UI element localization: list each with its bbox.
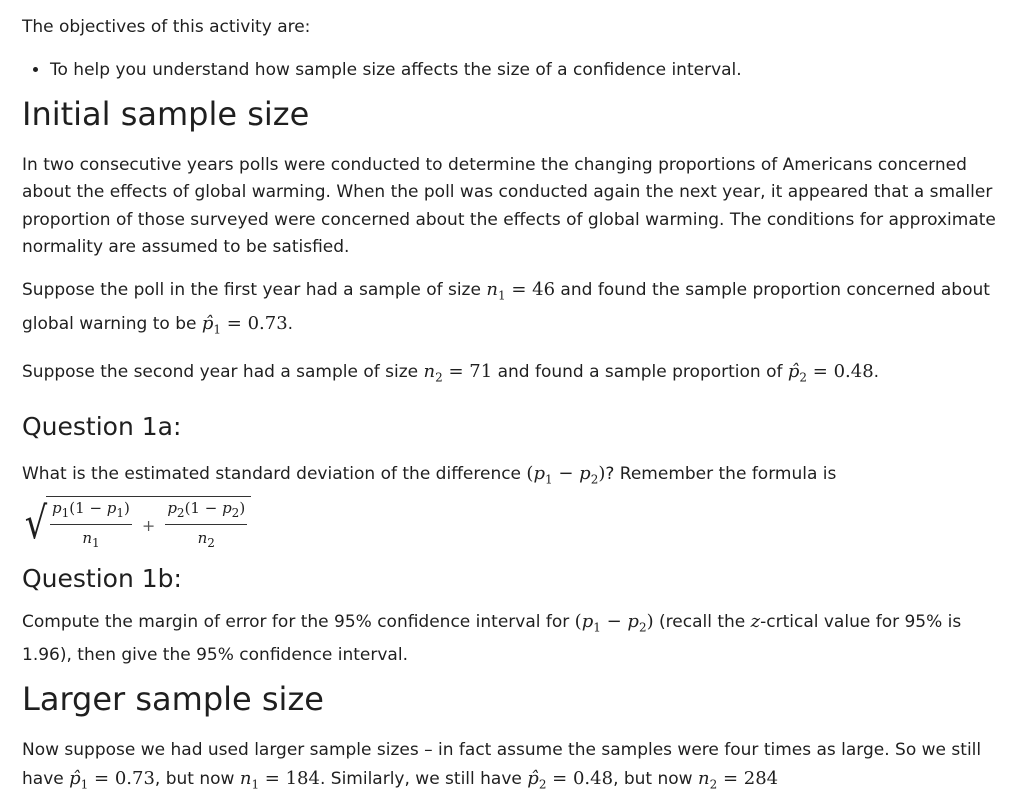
second-year-paragraph: Suppose the second year had a sample of size $n_2 = 71$ and found a sample proportion of $p̂_2 = 0.48$. [22,360,880,385]
larger-sample-size-heading: Larger sample size [22,680,324,719]
objective-item: • To help you understand how sample size affects the size of a confidence interval. [50,56,1002,84]
question-1b-heading: Question 1b: [22,563,182,593]
p1hat-value: 0.73 [247,312,288,334]
question-1b-text: Compute the margin of error for the 95% confidence interval for $(p_1 - p_2)$ (recall the z-crtical value for 95% is 1.96), then give the 95% confidence interval. [22,610,962,665]
question-1a-text: What is the estimated standard deviation of the difference $(p_1 - p_2)$? Remember the formula is [22,462,837,487]
question-1a-heading: Question 1a: [22,411,182,441]
objectives-list [22,56,1002,84]
larger-sample-paragraph: Now suppose we had used larger sample sizes – in fact assume the samples were four times as large. So we still have $p̂_1 = 0.73$, but now $n_1 = 184$. Similarly, we still have $p̂_2 = 0.48$, but now $n_2 = 284$ [22,740,982,792]
first-year-paragraph: Suppose the poll in the first year had a sample of size $n_1 = 46$ and found the sample proportion concerned about global warning to be $p̂_1 = 0.73$. [22,278,990,337]
p2hat-value: 0.48 [833,360,874,382]
initial-sample-size-heading: Initial sample size [22,94,310,133]
context-paragraph: In two consecutive years polls were conducted to determine the changing proportions of Americans concerned about the effects of global warming. When the poll was conducted again the next year, it appeared that a smaller proportion of those surveyed were concerned about the effects of global warming. The conditions for approximate normality are assumed to be satisfied. [22,154,996,257]
sqrt-symbol: √ [24,497,48,549]
sd-formula: √ $\frac{p_1(1 - p_1)}{n_1}$ + $\frac{p_2(1 - p_2)}{n_2}$ [22,496,251,552]
n2-value: 71 [469,360,493,382]
objectives-intro: The objectives of this activity are: [22,17,311,37]
n1-value: 46 [532,278,556,300]
